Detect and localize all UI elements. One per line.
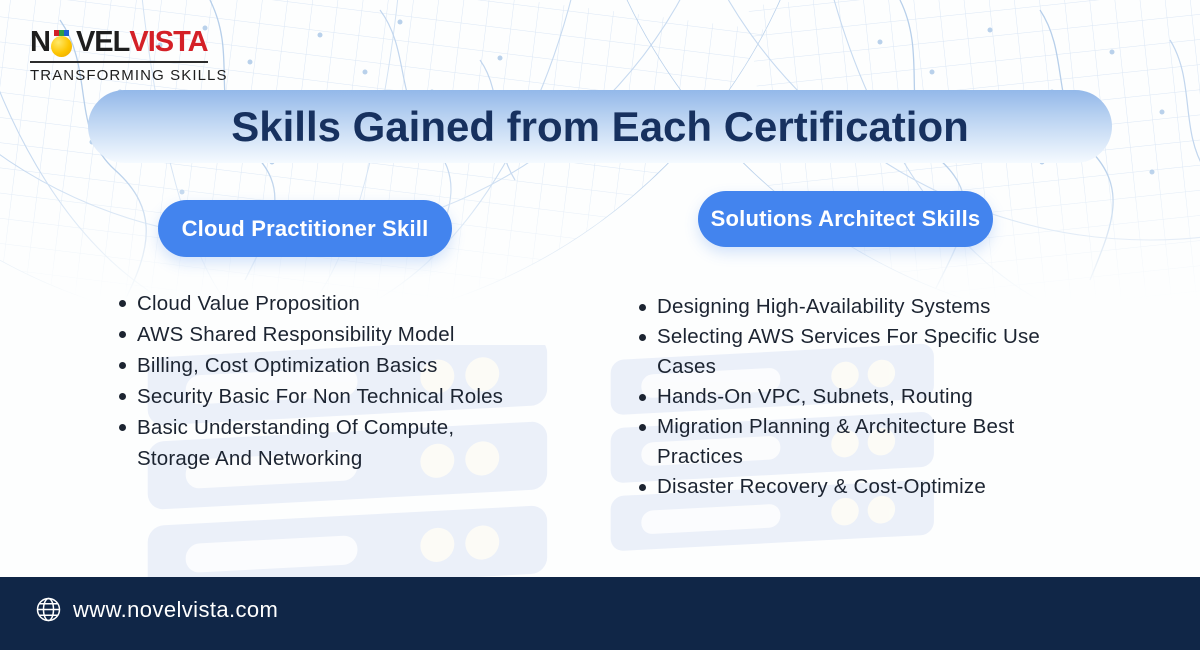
logo-tagline: TRANSFORMING SKILLS: [30, 67, 228, 84]
logo-text-vista: VISTA: [129, 26, 208, 58]
solutions-architect-skill-list: [632, 292, 1084, 502]
list-item: Designing High-Availability Systems: [632, 292, 1084, 322]
cloud-practitioner-skill-list: [112, 288, 504, 474]
solutions-architect-skill-items: [632, 292, 1084, 502]
logo-divider: [30, 61, 208, 63]
list-item: Migration Planning & Architecture Best Practices: [632, 412, 1084, 472]
footer-bar: [0, 577, 1200, 650]
cloud-practitioner-header-badge: Cloud Practitioner Skill: [158, 200, 452, 257]
logo-wordmark: [30, 28, 228, 57]
novelvista-logo: [30, 28, 228, 84]
list-item: AWS Shared Responsibility Model: [112, 319, 504, 350]
list-item: Billing, Cost Optimization Basics: [112, 350, 504, 381]
logo-text-vel: VEL: [75, 26, 130, 58]
title-banner: [88, 90, 1112, 163]
medal-icon: [51, 33, 75, 57]
list-item: Basic Understanding Of Compute, Storage And Networking: [112, 412, 504, 474]
list-item: Cloud Value Proposition: [112, 288, 504, 319]
list-item: Hands-On VPC, Subnets, Routing: [632, 382, 1084, 412]
logo-text-n: N: [30, 26, 50, 58]
website-url: www.novelvista.com: [73, 596, 279, 622]
page-title: Skills Gained from Each Certification: [231, 102, 969, 150]
list-item: Disaster Recovery & Cost-Optimize: [632, 472, 1084, 502]
list-item: Security Basic For Non Technical Roles: [112, 381, 504, 412]
globe-icon: [35, 596, 62, 623]
list-item: Selecting AWS Services For Specific Use Cases: [632, 322, 1084, 382]
cloud-practitioner-skill-items: [112, 288, 504, 474]
solutions-architect-header-badge: Solutions Architect Skills: [698, 191, 993, 247]
